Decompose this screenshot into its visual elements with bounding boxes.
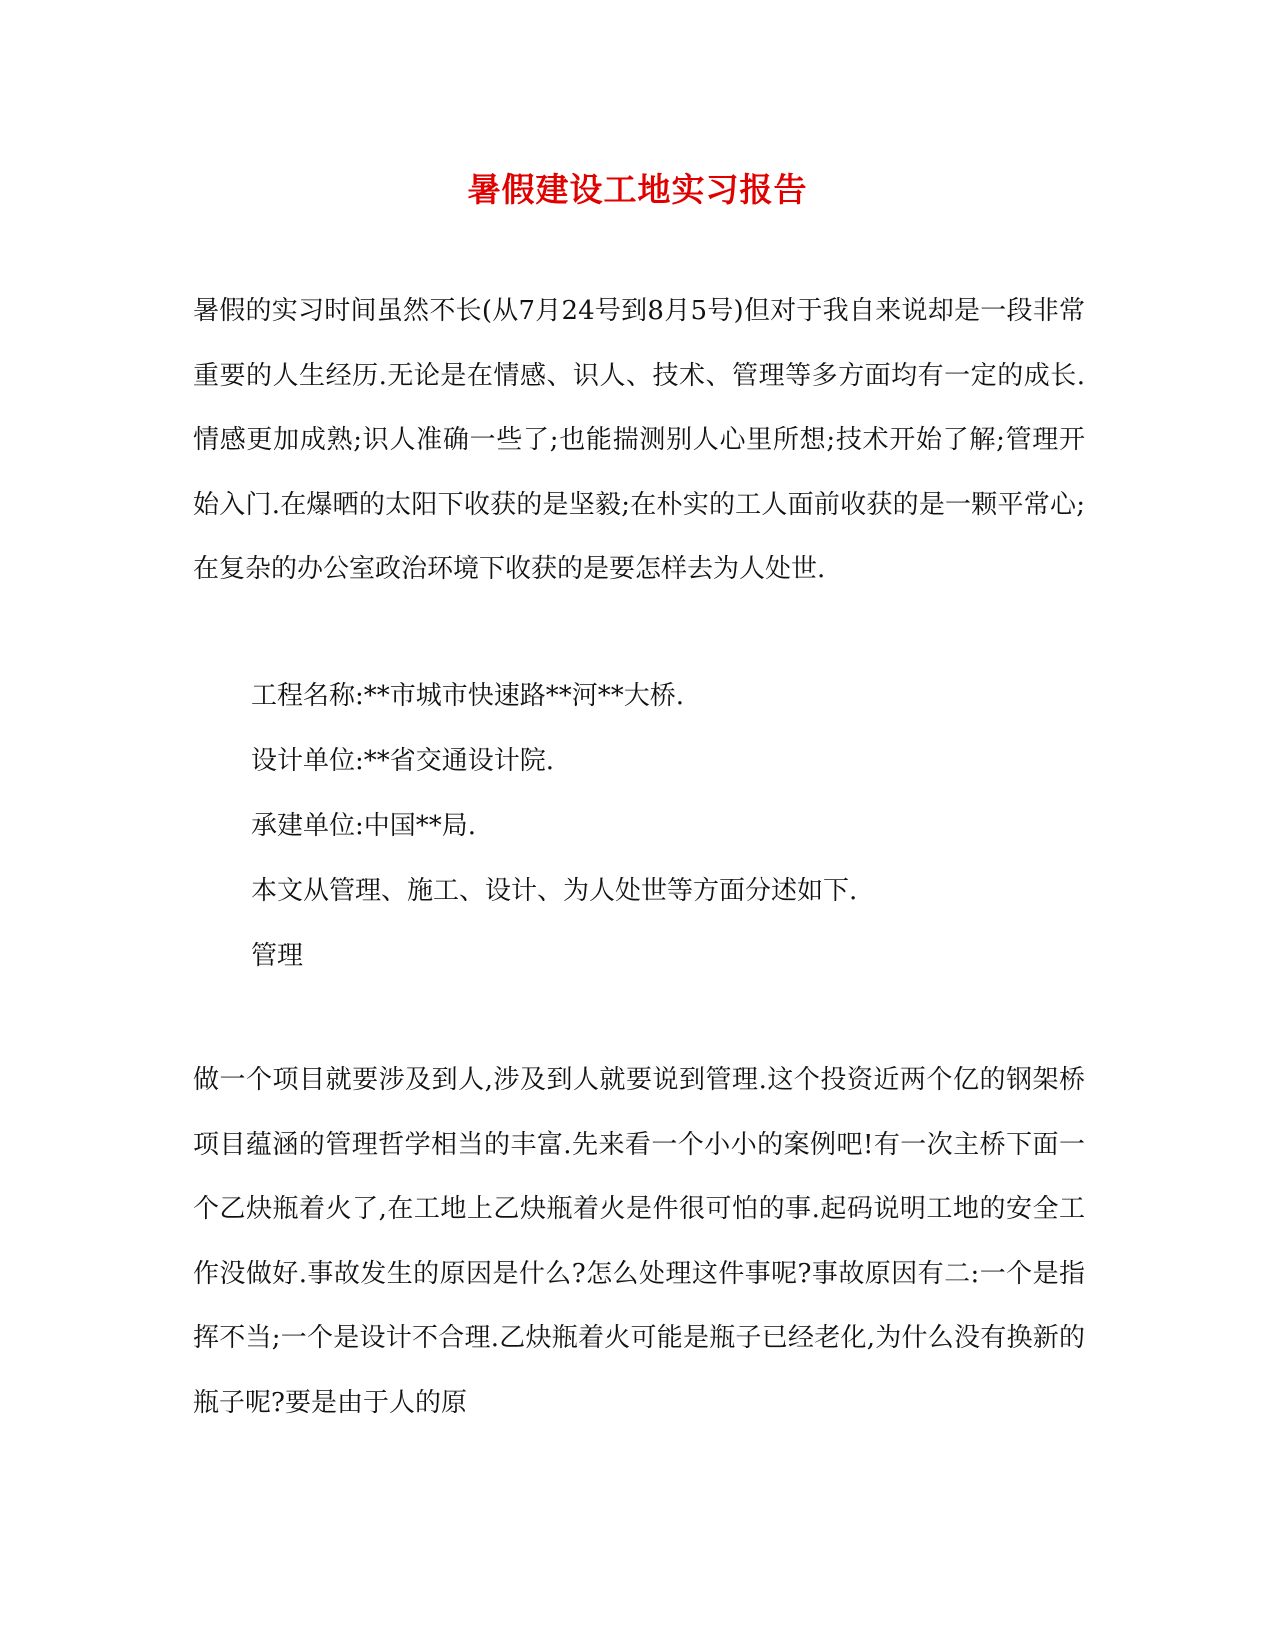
management-paragraph: 做一个项目就要涉及到人,涉及到人就要说到管理.这个投资近两个亿的钢架桥项目蕴涵的管理哲学相当的丰富.先来看一个小小的案例吧!有一次主桥下面一个乙炔瓶着火了,在工地上乙炔瓶着火是件很可怕的事.起码说明工地的安全工作没做好.事故发生的原因是什么?怎么处理这件事呢?事故原因有二:一个是指挥不当;一个是设计不合理.乙炔瓶着火可能是瓶子已经老化,为什么没有换新的瓶子呢?要是由于人的原 [193, 1065, 1085, 1418]
document-title: 暑假建设工地实习报告 [467, 170, 808, 209]
outline-line: 本文从管理、施工、设计、为人处世等方面分述如下. [251, 876, 858, 906]
construction-unit-line: 承建单位:中国**局. [251, 811, 477, 841]
intro-paragraph: 暑假的实习时间虽然不长(从7月24号到8月5号)但对于我自来说却是一段非常重要的人生经历.无论是在情感、识人、技术、管理等多方面均有一定的成长.情感更加成熟;识人准确一些了;也能揣测别人心里所想;技术开始了解;管理开始入门.在爆晒的太阳下收获的是坚毅;在朴实的工人面前收获的是一颗平常心;在复杂的办公室政治环境下收获的是要怎样去为人处世. [193, 296, 1085, 584]
section-heading-management: 管理 [251, 941, 304, 971]
project-name-line: 工程名称:**市城市快速路**河**大桥. [251, 681, 685, 711]
design-unit-line: 设计单位:**省交通设计院. [251, 746, 555, 776]
